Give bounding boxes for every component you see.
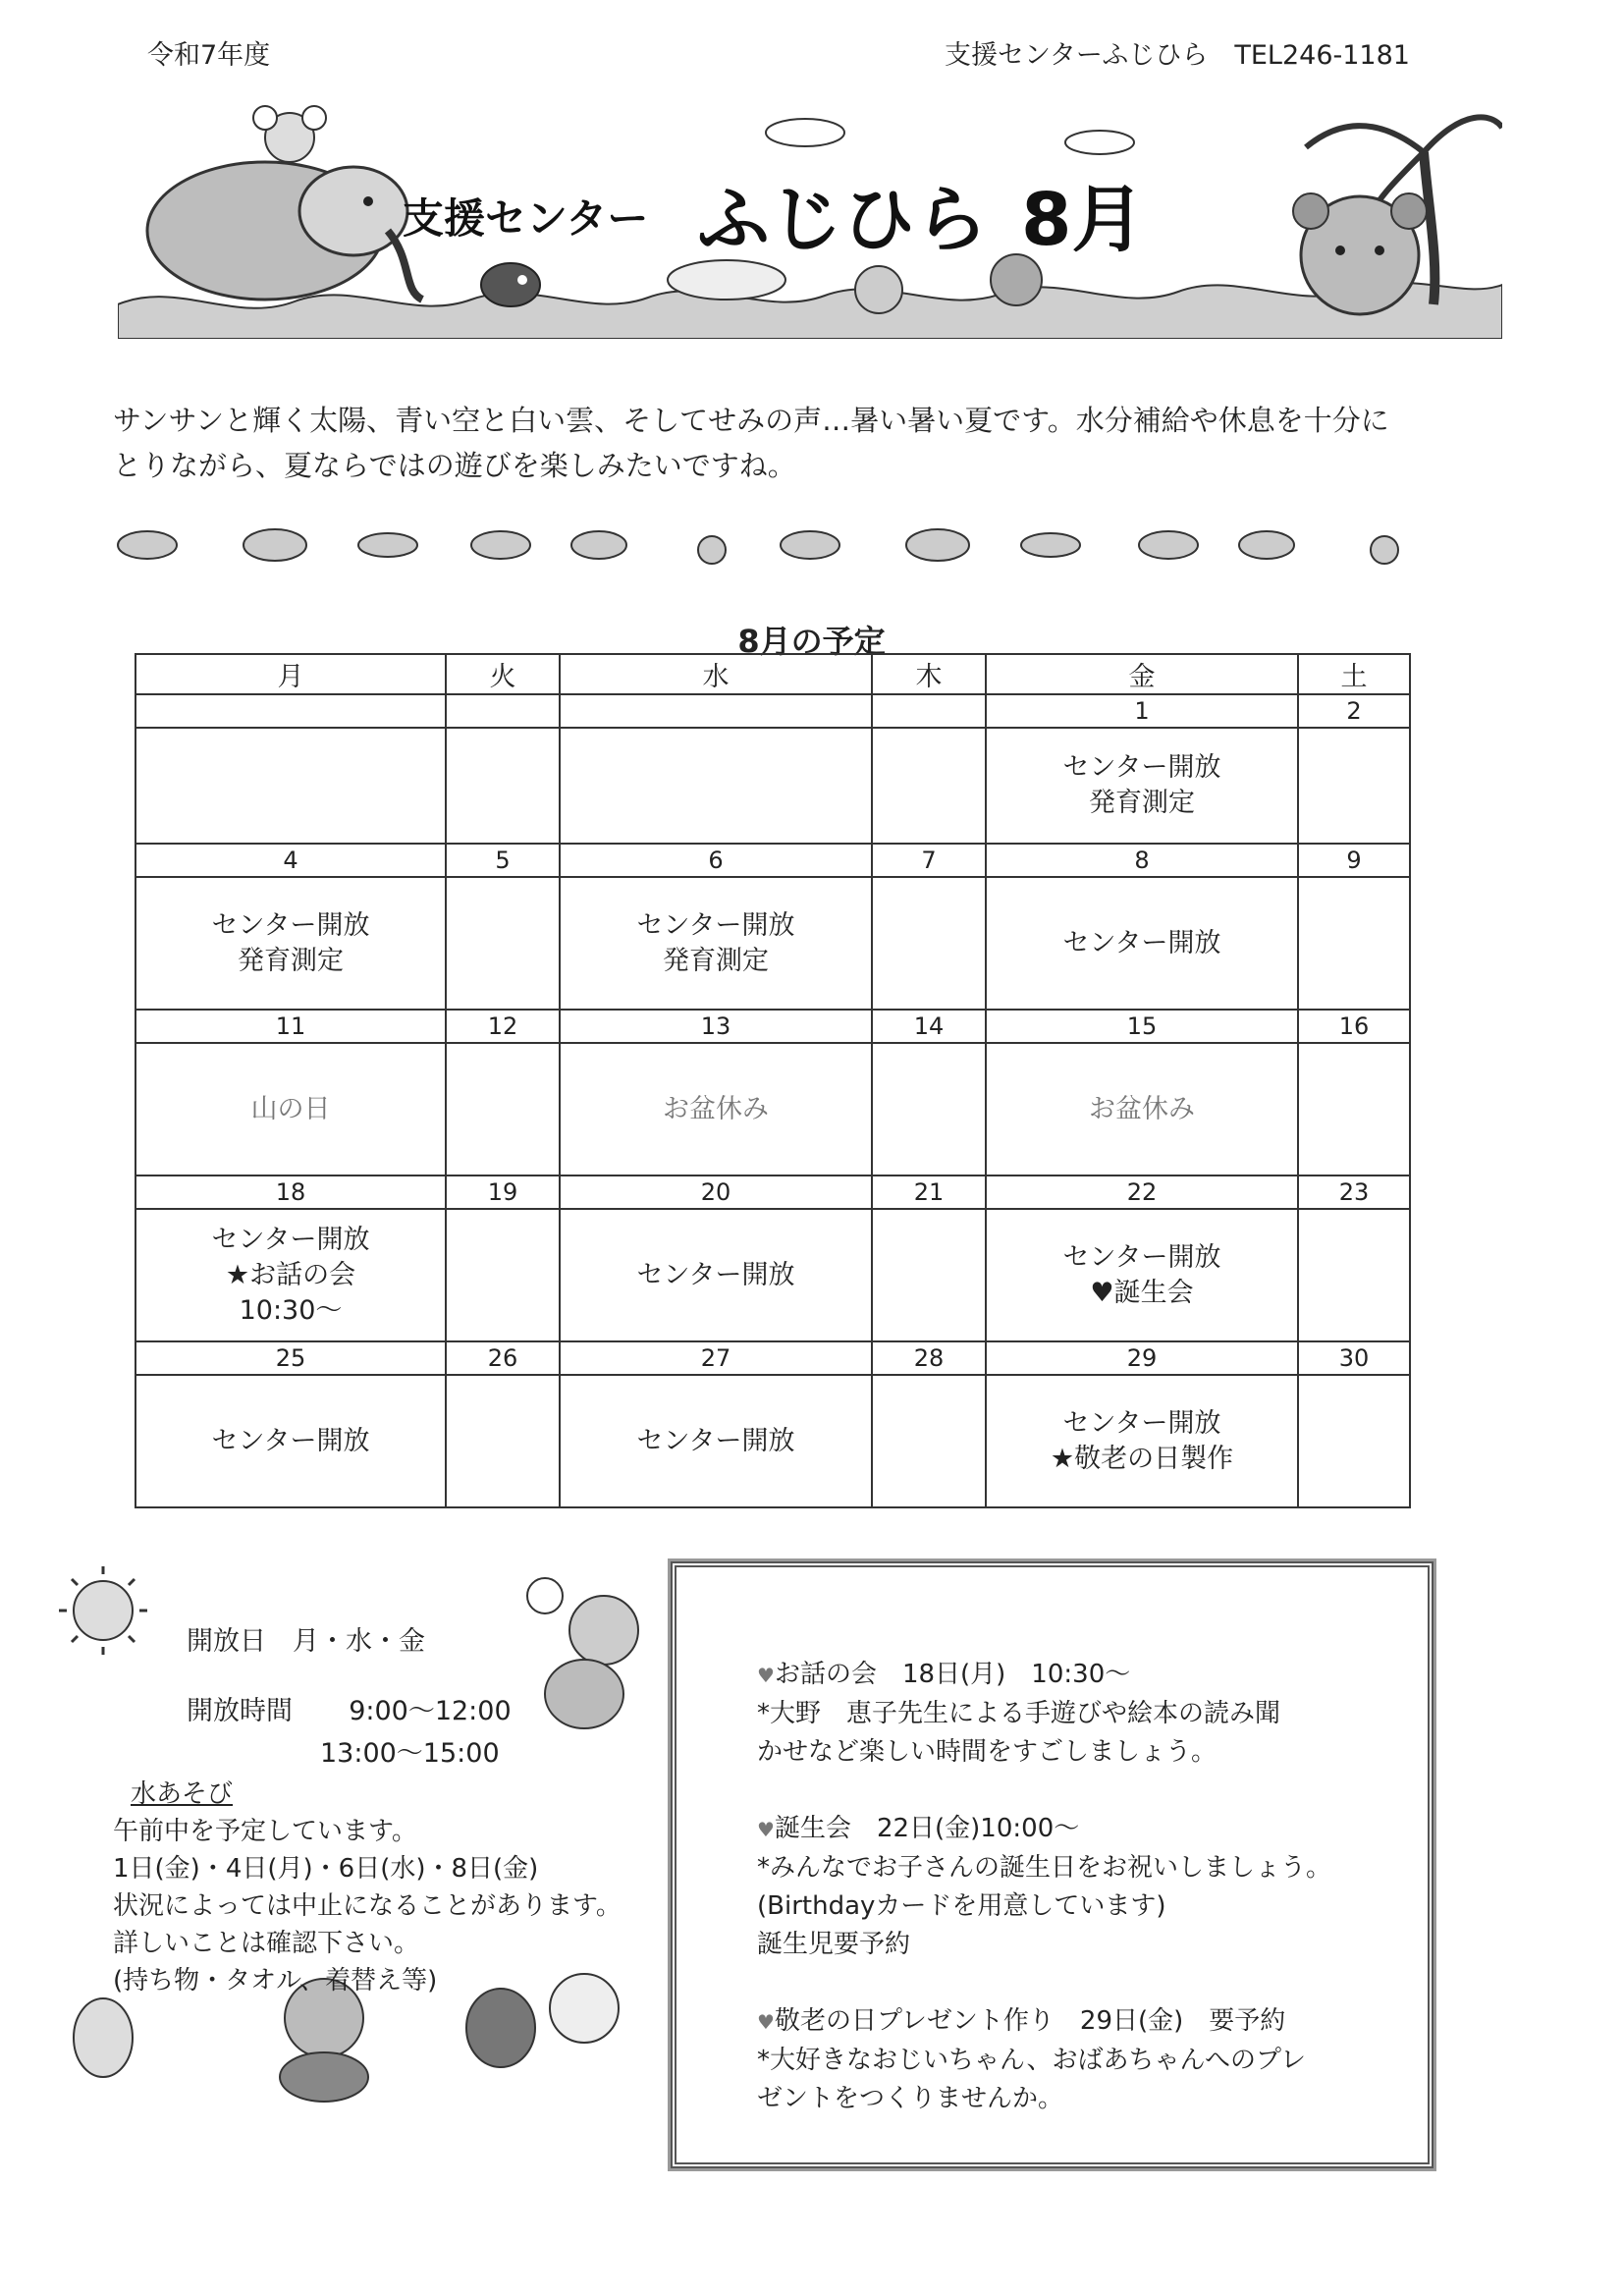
note-body: かせなど楽しい時間をすごしましょう。 <box>757 1737 1217 1767</box>
date-cell: 23 <box>1298 1175 1410 1209</box>
event-cell <box>872 1209 986 1341</box>
event-row <box>135 1209 1410 1341</box>
date-cell: 19 <box>446 1175 560 1209</box>
event-row <box>135 877 1410 1010</box>
date-cell: 29 <box>986 1341 1298 1375</box>
event-cell <box>560 728 872 844</box>
date-cell: 2 <box>1298 694 1410 728</box>
event-text: 発育測定 <box>238 945 344 976</box>
date-row <box>135 1341 1410 1375</box>
holiday-text: 山の日 <box>250 1093 331 1124</box>
event-cell <box>446 1209 560 1341</box>
event-cell <box>560 1043 872 1175</box>
note-body: ゼントをつくりませんか。 <box>757 2084 1064 2113</box>
event-cell <box>560 1209 872 1341</box>
heart-icon: ♥ <box>757 1818 775 1841</box>
event-cell <box>1298 1043 1410 1175</box>
water-play-section <box>113 1776 622 1999</box>
bird-icon <box>766 119 1134 154</box>
event-text: ★お話の会 <box>225 1259 356 1290</box>
intro-text <box>113 398 1507 488</box>
event-cell <box>986 877 1298 1010</box>
event-text: センター開放 <box>636 909 795 941</box>
open-hours-label: 開放時間 <box>187 1696 293 1726</box>
event-cell <box>446 877 560 1010</box>
weekday-header-row <box>135 654 1410 694</box>
date-cell <box>872 694 986 728</box>
event-cell <box>986 1375 1298 1507</box>
event-row <box>135 1043 1410 1175</box>
event-text: センター開放 <box>1062 1407 1221 1439</box>
event-text: センター開放 <box>1062 752 1221 783</box>
date-cell: 21 <box>872 1175 986 1209</box>
water-play-line: 午前中を予定しています。 <box>113 1817 417 1846</box>
event-cell <box>446 1043 560 1175</box>
event-text: センター開放 <box>636 1259 795 1290</box>
event-row <box>135 1375 1410 1507</box>
event-cell <box>872 1043 986 1175</box>
date-cell <box>446 694 560 728</box>
weekday-header: 水 <box>560 654 872 694</box>
event-notes-box <box>671 1561 1434 2168</box>
date-cell: 26 <box>446 1341 560 1375</box>
date-cell: 30 <box>1298 1341 1410 1375</box>
event-cell <box>135 1375 446 1507</box>
date-cell: 8 <box>986 844 1298 877</box>
event-notes <box>757 1656 1385 2118</box>
event-text: センター開放 <box>1062 927 1221 958</box>
note-body: *大野 恵子先生による手遊びや絵本の読み聞 <box>757 1699 1281 1728</box>
open-hours-1: 9:00～12:00 <box>349 1696 512 1726</box>
event-text: センター開放 <box>636 1425 795 1456</box>
weekday-header: 土 <box>1298 654 1410 694</box>
date-cell: 12 <box>446 1010 560 1043</box>
date-cell <box>135 694 446 728</box>
shell-border-decoration <box>108 516 1414 574</box>
event-cell <box>872 1375 986 1507</box>
event-text: センター開放 <box>211 1224 370 1255</box>
heart-icon: ♥ <box>757 1664 775 1687</box>
sun-icon <box>59 1566 147 1655</box>
event-cell <box>986 728 1298 844</box>
water-play-line: 状況によっては中止になることがあります。 <box>113 1891 622 1921</box>
date-cell: 22 <box>986 1175 1298 1209</box>
heart-icon: ♥ <box>757 2010 775 2034</box>
title-banner <box>118 93 1502 339</box>
event-cell <box>135 877 446 1010</box>
event-text: 発育測定 <box>663 945 769 976</box>
date-cell: 1 <box>986 694 1298 728</box>
event-cell <box>986 1209 1298 1341</box>
date-cell <box>560 694 872 728</box>
note-title: ♥お話の会 18日(月) 10:30～ <box>757 1660 1131 1689</box>
note-title: ♥誕生会 22日(金)10:00～ <box>757 1814 1080 1843</box>
beach-ball-icon <box>855 266 902 313</box>
date-row <box>135 844 1410 877</box>
weekday-header: 月 <box>135 654 446 694</box>
event-cell <box>560 1375 872 1507</box>
event-cell <box>1298 1375 1410 1507</box>
calendar-table <box>135 653 1411 1508</box>
elephant-icon <box>147 162 422 300</box>
fiscal-year: 令和7年度 <box>147 40 271 71</box>
open-info <box>187 1620 512 1775</box>
date-cell: 9 <box>1298 844 1410 877</box>
water-play-line: (持ち物・タオル、着替え等) <box>113 1966 438 1995</box>
event-text: ★敬老の日製作 <box>1050 1443 1234 1474</box>
event-cell <box>986 1043 1298 1175</box>
note-body: *大好きなおじいちゃん、おばあちゃんへのプレ <box>757 2046 1307 2075</box>
note-body: *みんなでお子さんの誕生日をお祝いしましょう。 <box>757 1853 1332 1883</box>
penguin-icon <box>481 263 540 306</box>
date-cell: 18 <box>135 1175 446 1209</box>
event-text: ♥誕生会 <box>1090 1277 1194 1308</box>
holiday-text: お盆休み <box>663 1093 769 1124</box>
event-cell <box>560 877 872 1010</box>
banner-title: ふじひら <box>697 178 988 262</box>
event-cell <box>1298 877 1410 1010</box>
date-cell: 28 <box>872 1341 986 1375</box>
date-cell: 20 <box>560 1175 872 1209</box>
weekday-header: 金 <box>986 654 1298 694</box>
date-row <box>135 1175 1410 1209</box>
date-cell: 4 <box>135 844 446 877</box>
banner-subtitle: 支援センター <box>403 194 649 243</box>
event-text: センター開放 <box>1062 1241 1221 1273</box>
date-cell: 7 <box>872 844 986 877</box>
event-text: センター開放 <box>211 1425 370 1456</box>
event-row <box>135 728 1410 844</box>
date-row <box>135 694 1410 728</box>
date-cell: 14 <box>872 1010 986 1043</box>
open-days: 開放日 月・水・金 <box>187 1626 425 1657</box>
event-cell <box>446 728 560 844</box>
event-text: 発育測定 <box>1089 788 1195 818</box>
note-title: ♥敬老の日プレゼント作り 29日(金) 要予約 <box>757 2006 1286 2036</box>
date-cell: 25 <box>135 1341 446 1375</box>
holiday-text: お盆休み <box>1089 1093 1195 1124</box>
intro-line: サンサンと輝く太陽、青い空と白い雲、そしてせみの声…暑い暑い夏です。水分補給や休息を十分に <box>113 404 1389 437</box>
date-cell: 27 <box>560 1341 872 1375</box>
weekday-header: 木 <box>872 654 986 694</box>
schedule-title: 8月の予定 <box>737 623 886 660</box>
event-cell <box>872 877 986 1010</box>
date-cell: 15 <box>986 1010 1298 1043</box>
note-body: 誕生児要予約 <box>757 1930 911 1959</box>
date-cell: 6 <box>560 844 872 877</box>
water-play-line: 詳しいことは確認下さい。 <box>113 1929 420 1958</box>
contact-info: 支援センターふじひら TEL246-1181 <box>945 40 1410 71</box>
date-cell: 11 <box>135 1010 446 1043</box>
note-body: (Birthdayカードを用意しています) <box>757 1891 1166 1921</box>
weekday-header: 火 <box>446 654 560 694</box>
water-play-title: 水あそび <box>131 1779 234 1809</box>
date-row <box>135 1010 1410 1043</box>
squirrel-icon <box>527 1578 638 1728</box>
banner-month: 8月 <box>1021 178 1145 262</box>
event-cell <box>446 1375 560 1507</box>
event-cell <box>135 1043 446 1175</box>
event-cell <box>135 728 446 844</box>
water-play-line: 1日(金)・4日(月)・6日(水)・8日(金) <box>113 1854 539 1884</box>
open-hours-2: 13:00～15:00 <box>320 1738 500 1769</box>
event-text: センター開放 <box>211 909 370 941</box>
date-cell: 5 <box>446 844 560 877</box>
mouse-icon <box>253 106 326 162</box>
date-cell: 16 <box>1298 1010 1410 1043</box>
date-cell: 13 <box>560 1010 872 1043</box>
open-hours-row <box>187 1690 512 1732</box>
intro-line: とりながら、夏ならではの遊びを楽しみたいですね。 <box>113 449 796 482</box>
seal-icon <box>668 260 785 300</box>
event-text: 10:30～ <box>239 1294 343 1326</box>
event-cell <box>135 1209 446 1341</box>
event-cell <box>872 728 986 844</box>
event-cell <box>1298 1209 1410 1341</box>
event-cell <box>1298 728 1410 844</box>
